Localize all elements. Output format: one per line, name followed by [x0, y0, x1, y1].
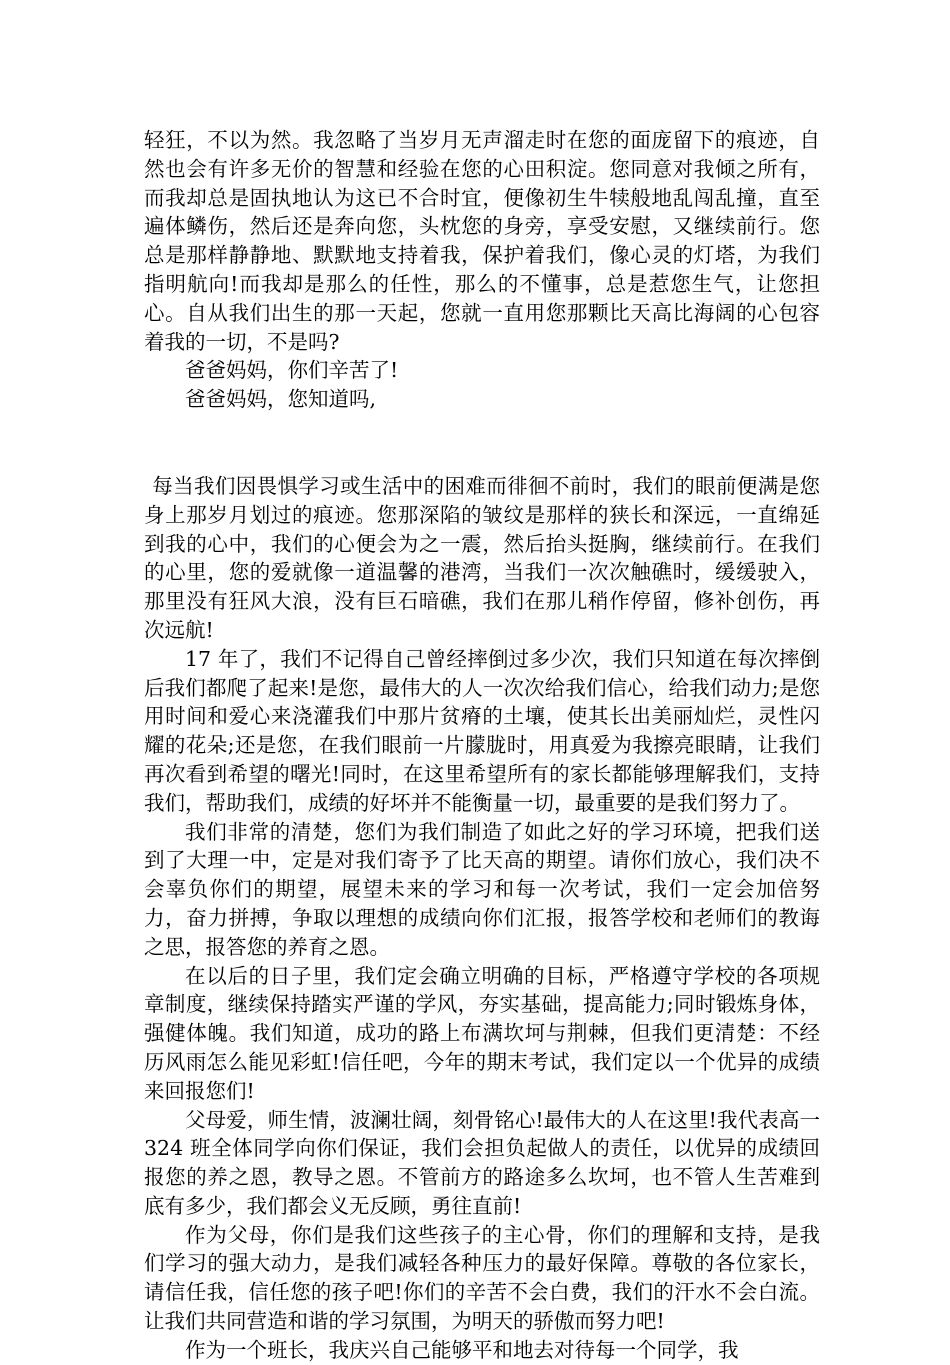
- document-page: [144, 126, 820, 1365]
- paragraph-traces: 每当我们因畏惧学习或生活中的困难而徘徊不前时，我们的眼前便满是您身上那岁月划过的痕迹。您那深陷的皱纹是那样的狭长和深远，一直绵延到我的心中，我们的心便会为之一震，然后抬头挺胸，继续前行。在我们的心里，您的爱就像一道温馨的港湾，当我们一次次触礁时，缓缓驶入，那里没有狂风大浪，没有巨石暗礁，我们在那儿稍作停留，修补创伤，再次远航!: [144, 473, 820, 642]
- paragraph-future-days: 在以后的日子里，我们定会确立明确的目标，严格遵守学校的各项规章制度，继续保持踏实严谨的学风，夯实基础，提高能力;同时锻炼身体，强健体魄。我们知道，成功的路上布满坎坷与荆棘，但我们更清楚：不经历风雨怎么能见彩虹!信任吧，今年的期末考试，我们定以一个优异的成绩来回报您们!: [144, 963, 820, 1103]
- paragraph-question: 爸爸妈妈，您知道吗,: [185, 387, 377, 412]
- paragraph-monitor: 作为一个班长，我庆兴自己能够平和地去对待每一个同学，我: [185, 1337, 739, 1362]
- blank-gap: [144, 414, 820, 472]
- paragraph-environment: 我们非常的清楚，您们为我们制造了如此之好的学习环境，把我们送到了大理一中，定是对我们寄予了比天高的期望。请你们放心，我们决不会辜负你们的期望，展望未来的学习和每一次考试，我们一定会加倍努力，奋力拼搏，争取以理想的成绩向你们汇报，报答学校和老师们的教诲之思，报答您的养育之恩。: [144, 819, 820, 959]
- paragraph-promise: 父母爱，师生情，波澜壮阔，刻骨铭心!最伟大的人在这里!我代表高一 324 班全体同学向你们保证，我们会担负起做人的责任，以优异的成绩回报您的养之恩，教导之恩。不管前方的路途多么坎坷，也不管人生苦难到底有多少，我们都会义无反顾，勇往直前!: [144, 1107, 820, 1218]
- paragraph-seventeen-years: 17 年了，我们不记得自己曾经摔倒过多少次，我们只知道在每次摔倒后我们都爬了起来!是您，最伟大的人一次次给我们信心，给我们动力;是您用时间和爱心来浇灌我们中那片贫瘠的土壤，使其长出美丽灿烂，灵性闪耀的花朵;还是您，在我们眼前一片朦胧时，用真爱为我擦亮眼睛，让我们再次看到希望的曙光!同时，在这里希望所有的家长都能够理解我们，支持我们，帮助我们，成绩的好坏并不能衡量一切，最重要的是我们努力了。: [144, 646, 820, 815]
- paragraph-continuation: 轻狂，不以为然。我忽略了当岁月无声溜走时在您的面庞留下的痕迹，自然也会有许多无价的智慧和经验在您的心田积淀。您同意对我倾之所有，而我却总是固执地认为这已不合时宜，便像初生牛犊般地乱闯乱撞，直至遍体鳞伤，然后还是奔向您，头枕您的身旁，享受安慰，又继续前行。您总是那样静静地、默默地支持着我，保护着我们，像心灵的灯塔，为我们指明航向!而我却是那么的任性，那么的不懂事，总是惹您生气，让您担心。自从我们出生的那一天起，您就一直用您那颗比天高比海阔的心包容着我的一切，不是吗?: [144, 128, 820, 354]
- paragraph-thanks: 爸爸妈妈，你们辛苦了!: [185, 358, 399, 383]
- paragraph-parents: 作为父母，你们是我们这些孩子的主心骨，你们的理解和支持，是我们学习的强大动力，是我们减轻各种压力的最好保障。尊敬的各位家长，请信任我，信任您的孩子吧!你们的辛苦不会白费，我们的汗水不会白流。让我们共同营造和谐的学习氛围，为明天的骄傲而努力吧!: [144, 1222, 820, 1334]
